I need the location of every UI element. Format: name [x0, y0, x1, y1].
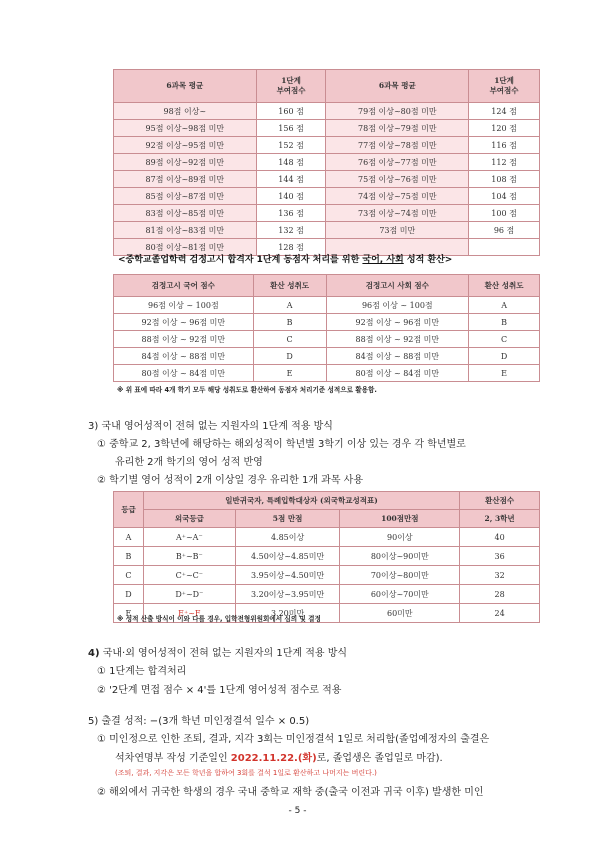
table-cell: E⁺~F [143, 604, 235, 623]
table-subheader-row [114, 510, 540, 528]
table-cell: 79점 이상~80점 미만 [326, 103, 469, 120]
table-cell: C [114, 566, 144, 585]
table-cell: 80점 이상 ~ 84점 미만 [114, 365, 254, 382]
header-cell: 6과목 평균 [326, 70, 469, 103]
table-cell: 87점 이상~89점 미만 [114, 171, 257, 188]
table-row [114, 547, 540, 566]
header-cell: 100점만점 [340, 510, 460, 528]
header-cell: 검정고시 국어 점수 [114, 275, 254, 297]
table-row [114, 331, 540, 348]
header-cell: 등급 [114, 492, 144, 528]
table-header-row [114, 70, 540, 103]
table-cell: 3.95이상~4.50미만 [235, 566, 340, 585]
table-cell: C [253, 331, 326, 348]
table-row [114, 205, 540, 222]
table-cell: 144 점 [256, 171, 326, 188]
table-cell: C [469, 331, 540, 348]
section-3-item-2: ② 학기별 영어 성적이 2개 이상일 경우 유리한 1개 과목 사용 [97, 475, 363, 486]
table-cell: 24 [460, 604, 540, 623]
section-4-item-1: ① 1단계는 합격처리 [97, 666, 187, 677]
table-cell: B⁺~B⁻ [143, 547, 235, 566]
table-cell: 80점 이상~81점 미만 [114, 239, 257, 256]
table-header-row [114, 275, 540, 297]
table-cell: 98점 이상~ [114, 103, 257, 120]
table-row [114, 188, 540, 205]
table-cell: 75점 이상~76점 미만 [326, 171, 469, 188]
table-cell: 88점 이상 ~ 92점 미만 [114, 331, 254, 348]
table-cell: B [114, 547, 144, 566]
table-cell: 95점 이상~98점 미만 [114, 120, 257, 137]
table-cell: 156 점 [256, 120, 326, 137]
table-cell: E [469, 365, 540, 382]
header-cell: 5점 만점 [235, 510, 340, 528]
table-cell: 136 점 [256, 205, 326, 222]
table-cell: 120 점 [469, 120, 540, 137]
table-cell: A [253, 297, 326, 314]
table-cell: 4.85이상 [235, 528, 340, 547]
table-cell: 140 점 [256, 188, 326, 205]
table-cell: 96점 이상 ~ 100점 [114, 297, 254, 314]
table-cell: C⁺~C⁻ [143, 566, 235, 585]
section-5-red-note: (조퇴, 결과, 지각은 모든 학년을 합하여 3회를 결석 1일로 환산하고 나머지는 버린다.) [115, 769, 377, 777]
table-cell: A⁺~A⁻ [143, 528, 235, 547]
table-cell: 32 [460, 566, 540, 585]
foreign-english-table [113, 491, 540, 623]
header-cell: 6과목 평균 [114, 70, 257, 103]
table-cell: 60이상~70미만 [340, 585, 460, 604]
table-cell: 92점 이상 ~ 96점 미만 [114, 314, 254, 331]
section-5-item-1-cont: 석차연명부 작성 기준일인 2022.11.22.(화)로, 졸업생은 졸업일로 마감). [115, 753, 443, 764]
section-3-title: 3) 국내 영어성적이 전혀 없는 지원자의 1단계 적용 방식 [88, 421, 333, 432]
table-row [114, 103, 540, 120]
table-cell: 148 점 [256, 154, 326, 171]
table-cell: 80이상~90미만 [340, 547, 460, 566]
table-cell: 4.50이상~4.85미만 [235, 547, 340, 566]
table-cell: 73점 이상~74점 미만 [326, 205, 469, 222]
section-4-item-2: ② '2단계 면접 점수 × 4'를 1단계 영어성적 점수로 적용 [97, 685, 342, 696]
table-header-row [114, 492, 540, 510]
table-cell: 28 [460, 585, 540, 604]
table-cell: 116 점 [469, 137, 540, 154]
table-cell: 160 점 [256, 103, 326, 120]
table-cell: 88점 이상 ~ 92점 미만 [326, 331, 469, 348]
table-cell: 40 [460, 528, 540, 547]
header-cell: 1단계 부여점수 [469, 70, 540, 103]
header-cell: 검정고시 사회 점수 [326, 275, 469, 297]
table-cell: 81점 이상~83점 미만 [114, 222, 257, 239]
table-row [114, 528, 540, 547]
table-cell: 112 점 [469, 154, 540, 171]
page-number: - 5 - [288, 806, 307, 816]
table-row [114, 120, 540, 137]
table-cell: 85점 이상~87점 미만 [114, 188, 257, 205]
table-cell: 104 점 [469, 188, 540, 205]
header-cell: 외국등급 [143, 510, 235, 528]
section-3-item-1: ① 중학교 2, 3학년에 해당하는 해외성적이 학년별 3학기 이상 있는 경우 각 학년별로 [97, 439, 466, 450]
ged-conversion-table [113, 274, 540, 382]
table-cell: 78점 이상~79점 미만 [326, 120, 469, 137]
table-cell: B [469, 314, 540, 331]
table-cell: 73점 미만 [326, 222, 469, 239]
table-cell: B [253, 314, 326, 331]
table-cell: 90이상 [340, 528, 460, 547]
table-note: ※ 위 표에 따라 4개 학기 모두 해당 성취도로 환산하여 동점자 처리기준 성적으로 활용함. [117, 386, 377, 394]
section-4-title: 4) 국내·외 영어성적이 전혀 없는 지원자의 1단계 적용 방식 [88, 648, 348, 659]
header-cell: 환산 성취도 [469, 275, 540, 297]
section-5-title: 5) 출결 성적: −(3개 학년 미인정결석 일수 × 0.5) [88, 716, 310, 727]
table-cell: 152 점 [256, 137, 326, 154]
table-cell: 124 점 [469, 103, 540, 120]
table-cell: 36 [460, 547, 540, 566]
table-cell: 80점 이상 ~ 84점 미만 [326, 365, 469, 382]
table-row [114, 348, 540, 365]
table-cell: 100 점 [469, 205, 540, 222]
table-cell: 84점 이상 ~ 88점 미만 [114, 348, 254, 365]
table-cell: 83점 이상~85점 미만 [114, 205, 257, 222]
header-cell: 환산 성취도 [253, 275, 326, 297]
table-cell: D [469, 348, 540, 365]
table-cell: 96점 이상 ~ 100점 [326, 297, 469, 314]
table-cell: 89점 이상~92점 미만 [114, 154, 257, 171]
ged-conversion-heading: <중학교졸업학력 검정고시 합격자 1단계 동점자 처리를 위한 국어, 사회 성적 환산> [118, 255, 453, 265]
table-cell: 3.20이상~3.95미만 [235, 585, 340, 604]
score-table-6-subjects [113, 69, 540, 256]
section-5-item-2: ② 해외에서 귀국한 학생의 경우 국내 중학교 재학 중(출국 이전과 귀국 이후) 발생한 미인 [97, 787, 484, 798]
table-cell: D [114, 585, 144, 604]
reference-date: 2022.11.22.(화) [230, 753, 317, 764]
table-cell: 74점 이상~75점 미만 [326, 188, 469, 205]
table-row [114, 154, 540, 171]
header-cell: 2, 3학년 [460, 510, 540, 528]
table-row [114, 222, 540, 239]
header-cell: 환산점수 [460, 492, 540, 510]
section-5-item-1: ① 미인정으로 인한 조퇴, 결과, 지각 3회는 미인정결석 1일로 처리함(졸업예정자의 출결은 [97, 734, 490, 745]
table-cell: 92점 이상~95점 미만 [114, 137, 257, 154]
table-cell: 84점 이상 ~ 88점 미만 [326, 348, 469, 365]
table-note: ※ 성적 산출 방식이 이와 다를 경우, 입학전형위원회에서 심의 및 결정 [117, 615, 321, 623]
header-cell: 1단계 부여점수 [256, 70, 326, 103]
table-row [114, 566, 540, 585]
table-row [114, 297, 540, 314]
table-cell: 3.20미만 [235, 604, 340, 623]
table-row [114, 137, 540, 154]
table-cell: 92점 이상 ~ 96점 미만 [326, 314, 469, 331]
table-cell: 128 점 [256, 239, 326, 256]
table-cell: D [253, 348, 326, 365]
table-row [114, 585, 540, 604]
table-cell: 132 점 [256, 222, 326, 239]
table-cell: 60미만 [340, 604, 460, 623]
table-row [114, 365, 540, 382]
table-cell: A [114, 528, 144, 547]
table-cell: 108 점 [469, 171, 540, 188]
table-cell: D⁺~D⁻ [143, 585, 235, 604]
table-cell: 77점 이상~78점 미만 [326, 137, 469, 154]
table-cell: E [114, 604, 144, 623]
table-cell: 70이상~80미만 [340, 566, 460, 585]
header-cell: 일반귀국자, 특례입학대상자 (외국학교성적표) [143, 492, 459, 510]
table-cell [469, 239, 540, 256]
section-3-item-1-cont: 유리한 2개 학기의 영어 성적 반영 [115, 457, 263, 468]
table-row [114, 314, 540, 331]
table-cell: A [469, 297, 540, 314]
table-cell: E [253, 365, 326, 382]
table-cell: 96 점 [469, 222, 540, 239]
table-row [114, 171, 540, 188]
table-cell: 76점 이상~77점 미만 [326, 154, 469, 171]
